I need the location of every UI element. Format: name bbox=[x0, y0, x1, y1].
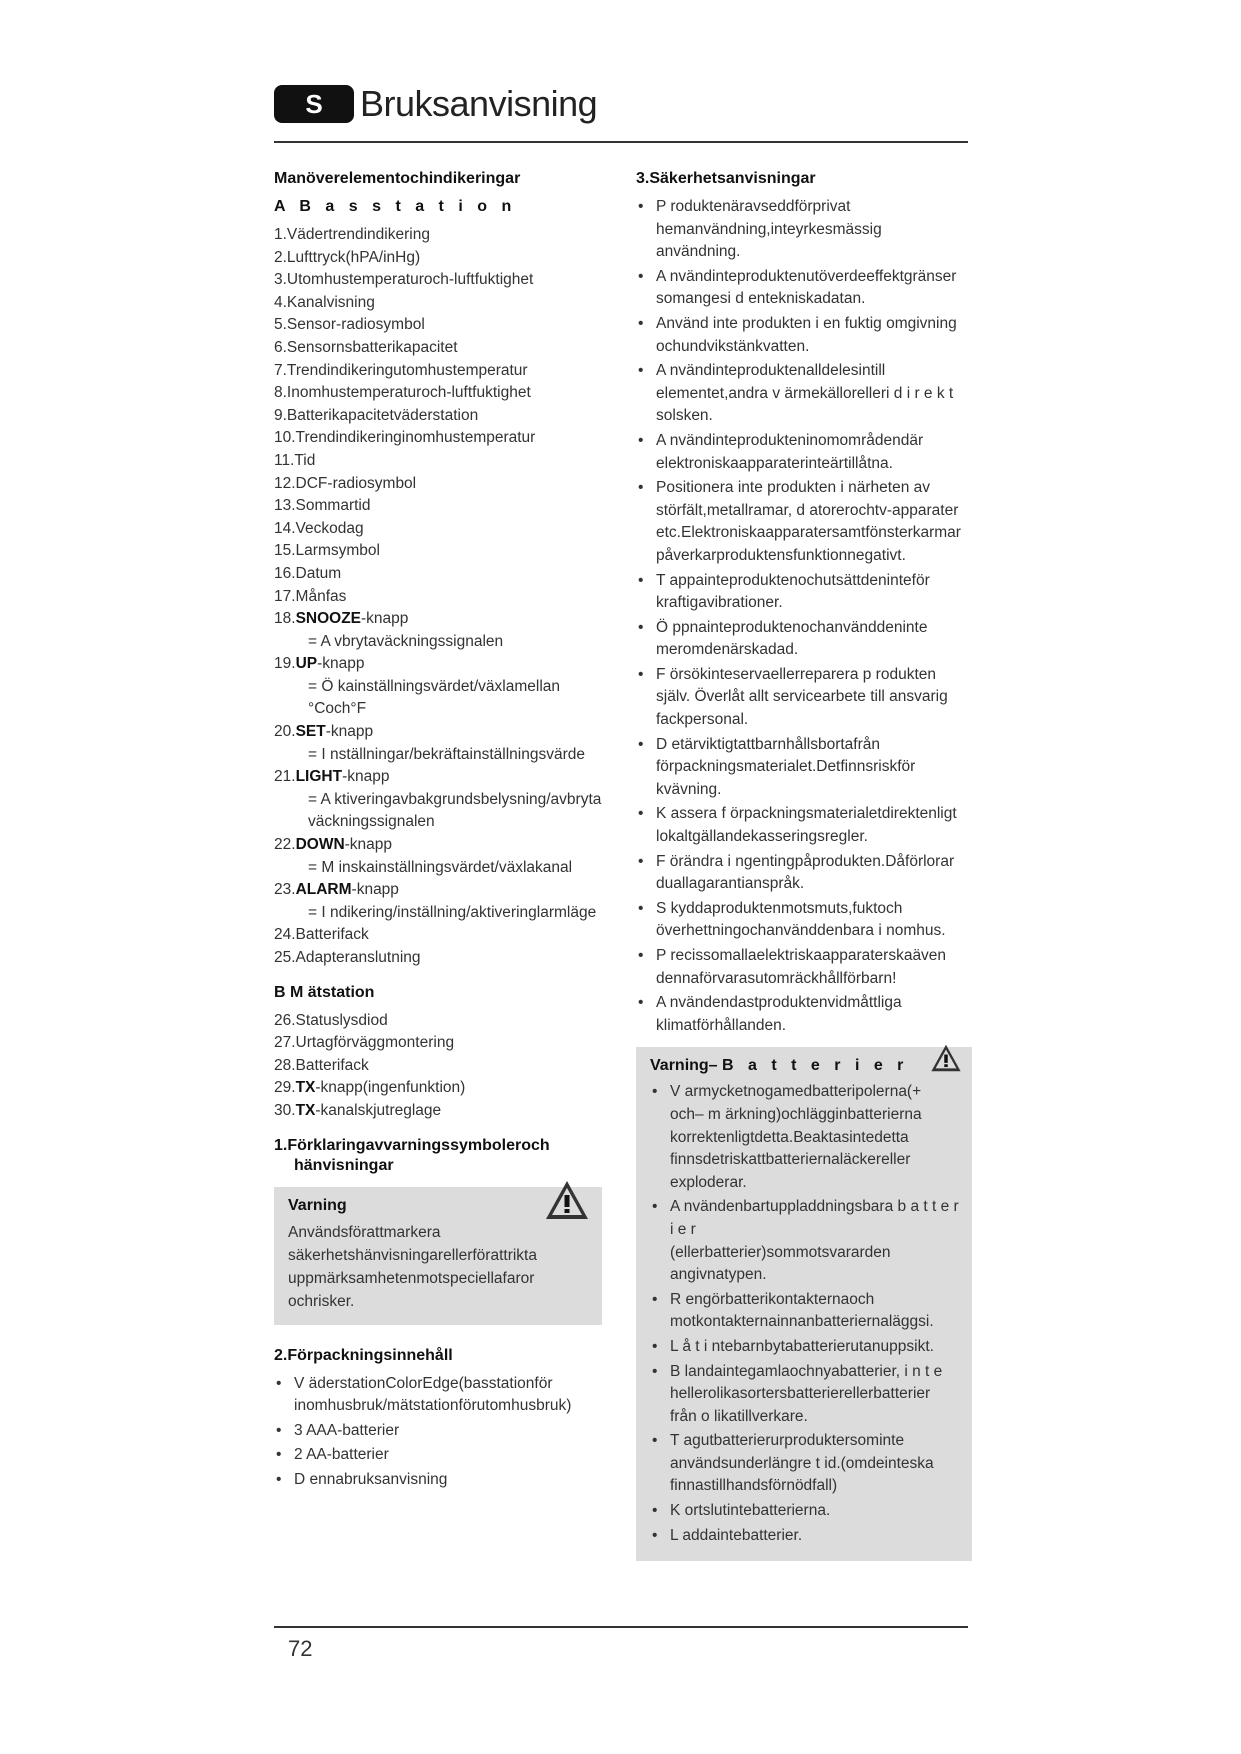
list-item bbox=[650, 1500, 960, 1523]
button-key-name: TX bbox=[295, 1101, 316, 1119]
warning-line: säkerhetshänvisningarellerförattrikta bbox=[288, 1246, 537, 1264]
list-item: 5.Sensor-radiosymbol bbox=[274, 316, 425, 334]
list-item bbox=[274, 1469, 614, 1492]
list-item-line: användning. bbox=[656, 243, 741, 261]
list-item: 13.Sommartid bbox=[274, 497, 371, 515]
list-item-line: användsunderlängre t id.(omdeinteska bbox=[670, 1454, 934, 1472]
button-key-name: UP bbox=[295, 655, 318, 673]
button-description: = I nställningar/bekräftainställningsvärde bbox=[308, 745, 586, 763]
list-item-line: elementet,andra v ärmekällorelleri d i r e k t bbox=[656, 384, 954, 402]
bottom-divider bbox=[274, 1626, 968, 1628]
item-number: 23. bbox=[274, 881, 296, 899]
list-item-line: dennaförvarasutomräckhållförbarn! bbox=[656, 969, 897, 987]
button-key-name: TX bbox=[295, 1079, 316, 1097]
list-item: 11.Tid bbox=[274, 451, 316, 469]
item-suffix: -knapp bbox=[361, 610, 409, 628]
page-title: Bruksanvisning bbox=[360, 83, 598, 124]
button-entry bbox=[274, 834, 614, 857]
list-item-line: • D etärviktigtattbarnhållsbortafrån bbox=[656, 735, 881, 753]
button-description: = A vbrytaväckningssignalen bbox=[308, 632, 504, 650]
item-suffix: -knapp bbox=[351, 881, 399, 899]
list-item bbox=[274, 1420, 614, 1443]
warning-box-title: Varning bbox=[288, 1196, 347, 1214]
list-item: 15.Larmsymbol bbox=[274, 542, 380, 560]
list-item-line: • V armycketnogamedbatteripolerna(+ bbox=[670, 1083, 922, 1101]
left-column bbox=[274, 170, 614, 1494]
list-item-line: hemanvändning,inteyrkesmässig bbox=[656, 220, 882, 238]
sensor-list bbox=[274, 1010, 614, 1123]
list-item-line: duallagarantianspråk. bbox=[656, 875, 805, 893]
list-item bbox=[636, 945, 968, 990]
list-item-line: finnastillhandsförnödfall) bbox=[670, 1477, 838, 1495]
list-item: 12.DCF-radiosymbol bbox=[274, 474, 417, 492]
button-key-name: SNOOZE bbox=[295, 610, 362, 628]
list-item: 16.Datum bbox=[274, 564, 342, 582]
item-suffix: -knapp bbox=[317, 655, 365, 673]
button-description: = Ö kainställningsvärdet/växlamellan bbox=[308, 677, 561, 695]
list-item-line: • A nvändenbartuppladdningsbara b a t t e r i e r bbox=[670, 1198, 959, 1238]
section3-heading: 3.Säkerhetsanvisningar bbox=[636, 170, 816, 187]
section1-heading-cont: hänvisningar bbox=[294, 1156, 394, 1174]
list-item-line: somangesi d entekniskadatan. bbox=[656, 290, 866, 308]
list-item: 10.Trendindikeringinomhustemperatur bbox=[274, 429, 536, 447]
list-item-line: (ellerbatterier)sommotsvararden bbox=[670, 1243, 891, 1261]
list-item bbox=[636, 734, 968, 802]
list-item: 7.Trendindikeringutomhustemperatur bbox=[274, 361, 528, 379]
list-item bbox=[650, 1081, 960, 1194]
page-number: 72 bbox=[288, 1636, 313, 1661]
list-item-line: • T agutbatterierurproduktersominte bbox=[670, 1432, 905, 1450]
list-item-line: • Positionera inte produkten i närheten av bbox=[656, 479, 931, 497]
list-item-line: • D ennabruksanvisning bbox=[294, 1470, 448, 1488]
warning-line: ochrisker. bbox=[288, 1292, 355, 1310]
button-key-name: LIGHT bbox=[295, 768, 343, 786]
list-item-line: överhettningochanvänddenbara i nomhus. bbox=[656, 922, 946, 940]
list-item-line: • L å t i ntebarnbytabatterierutanuppsikt. bbox=[670, 1337, 934, 1355]
list-item bbox=[650, 1289, 960, 1334]
button-description: = A ktiveringavbakgrundsbelysning/avbryta bbox=[308, 790, 602, 808]
warning-box bbox=[274, 1187, 602, 1325]
list-item-line: fackpersonal. bbox=[656, 711, 749, 729]
list-item-line: • 2 AA-batterier bbox=[294, 1446, 389, 1464]
button-entry bbox=[274, 721, 614, 744]
list-item-line: • S kyddaproduktenmotsmuts,fuktoch bbox=[656, 899, 903, 917]
list-item: 8.Inomhustemperaturoch-luftfuktighet bbox=[274, 384, 531, 402]
list-item-line: korrektenligtdetta.Beaktasintedetta bbox=[670, 1128, 909, 1146]
list-item bbox=[650, 1196, 960, 1286]
list-item-line: elektroniskaapparaterinteärtillåtna. bbox=[656, 454, 893, 472]
list-item bbox=[650, 1336, 960, 1359]
item-suffix: -knapp bbox=[325, 723, 374, 741]
battery-warning-box bbox=[636, 1047, 972, 1561]
list-item-line: • B landaintegamlaochnyabatterier, i n t e bbox=[670, 1362, 943, 1380]
list-item bbox=[636, 196, 968, 264]
item-number: 20. bbox=[274, 723, 296, 741]
list-item-line: • A nvändinteprodukteninomområdendär bbox=[656, 431, 924, 449]
list-item: 24.Batterifack bbox=[274, 926, 369, 944]
list-item bbox=[274, 1077, 614, 1100]
battery-warning-title-a: Varning– bbox=[650, 1057, 723, 1075]
button-description: = I ndikering/inställning/aktiveringlarmläge bbox=[308, 903, 597, 921]
list-item bbox=[636, 664, 968, 732]
list-item bbox=[274, 1444, 614, 1467]
item-number: 30. bbox=[274, 1101, 296, 1119]
list-item-line: störfält,metallramar, d atorerochtv-apparater bbox=[656, 501, 959, 519]
button-description: °Coch°F bbox=[308, 700, 367, 718]
list-item: 17.Månfas bbox=[274, 587, 347, 605]
battery-warning-list bbox=[650, 1081, 960, 1547]
top-divider bbox=[274, 141, 968, 143]
list-item-line: • A nvändinteproduktenalldelesintill bbox=[656, 362, 886, 380]
list-item: 25.Adapteranslutning bbox=[274, 949, 421, 966]
list-item-line: från o likatillverkare. bbox=[670, 1407, 808, 1425]
list-item-line: • Använd inte produkten i en fuktig omgivning bbox=[656, 314, 957, 332]
list-item-line: angivnatypen. bbox=[670, 1266, 767, 1284]
list-item-line: lokaltgällandekasseringsregler. bbox=[656, 828, 868, 846]
list-item-line: • K ortslutintebatterierna. bbox=[670, 1502, 831, 1520]
button-key-name: SET bbox=[295, 723, 326, 741]
battery-warning-title bbox=[650, 1057, 960, 1075]
language-badge: S bbox=[274, 85, 354, 123]
list-item bbox=[636, 266, 968, 311]
list-item bbox=[636, 477, 968, 567]
list-item-line: ochundvikstänkvatten. bbox=[656, 337, 810, 355]
item-suffix: -knapp(ingenfunktion) bbox=[315, 1079, 466, 1097]
list-item-line: • P roduktenäravseddförprivat bbox=[656, 198, 851, 215]
item-suffix: -knapp bbox=[342, 768, 390, 786]
button-description: = M inskainställningsvärdet/växlakanal bbox=[308, 858, 573, 876]
list-item bbox=[274, 1100, 614, 1123]
warning-line: Användsförattmarkera bbox=[288, 1223, 441, 1241]
list-item-line: • P recissomallaelektriskaapparaterskaäven bbox=[656, 947, 947, 964]
list-item: 27.Urtagförväggmontering bbox=[274, 1034, 455, 1052]
list-item: 1.Vädertrendindikering bbox=[274, 226, 430, 243]
list-item: 26.Statuslysdiod bbox=[274, 1011, 388, 1029]
list-item-line: • F örändra i ngentingpåprodukten.Dåförlorar bbox=[656, 852, 955, 870]
list-item: 14.Veckodag bbox=[274, 519, 364, 537]
battery-warning-title-b: B a t t e r i e r bbox=[722, 1057, 909, 1075]
button-entry bbox=[274, 608, 614, 631]
list-item-line: inomhusbruk/mätstationförutomhusbruk) bbox=[294, 1397, 572, 1415]
list-item-line: motkontakternainnanbatteriernaläggsi. bbox=[670, 1313, 934, 1331]
controls-heading: Manöverelementochindikeringar bbox=[274, 170, 521, 187]
list-item bbox=[650, 1430, 960, 1498]
list-item: 2.Lufttryck(hPA/inHg) bbox=[274, 248, 421, 266]
button-key-name: ALARM bbox=[295, 881, 352, 899]
list-item-line: solsken. bbox=[656, 407, 713, 425]
warning-triangle-icon bbox=[544, 1179, 590, 1221]
list-item: 6.Sensornsbatterikapacitet bbox=[274, 338, 458, 356]
sensor-heading: B M ätstation bbox=[274, 983, 375, 1001]
list-item-line: kvävning. bbox=[656, 780, 722, 798]
list-item bbox=[636, 313, 968, 358]
list-item-line: • T appainteproduktenochutsättdeninteför bbox=[656, 571, 930, 589]
list-item-line: själv. Överlåt allt servicearbete till ansvarig bbox=[656, 688, 948, 706]
list-item-line: hellerolikasortersbatterierellerbatterier bbox=[670, 1385, 931, 1403]
list-item: 3.Utomhustemperaturoch-luftfuktighet bbox=[274, 271, 534, 289]
base-station-list bbox=[274, 224, 614, 608]
warning-line: uppmärksamhetenmotspeciellafaror bbox=[288, 1269, 535, 1287]
item-suffix: -knapp bbox=[344, 836, 393, 854]
list-item-line: klimatförhållanden. bbox=[656, 1016, 787, 1034]
list-item-line: • L addaintebatterier. bbox=[670, 1526, 803, 1544]
list-item-line: • K assera f örpackningsmaterialetdirektenligt bbox=[656, 805, 957, 823]
button-entry bbox=[274, 653, 614, 676]
base-station-list-tail bbox=[274, 924, 614, 969]
list-item bbox=[636, 617, 968, 662]
item-suffix: -kanalskjutreglage bbox=[315, 1101, 442, 1119]
list-item-line: • 3 AAA-batterier bbox=[294, 1421, 400, 1439]
warning-triangle-icon bbox=[930, 1043, 962, 1073]
list-item bbox=[636, 570, 968, 615]
item-number: 29. bbox=[274, 1079, 296, 1097]
button-description: väckningssignalen bbox=[308, 813, 435, 831]
list-item bbox=[650, 1525, 960, 1548]
section1-heading: 1.Förklaringavvarningssymboleroch bbox=[274, 1136, 550, 1154]
list-item-line: • A nvändendastproduktenvidmåttliga bbox=[656, 994, 902, 1012]
list-item bbox=[636, 430, 968, 475]
item-number: 21. bbox=[274, 768, 296, 786]
list-item-line: finnsdetriskattbatteriernaläckereller bbox=[670, 1151, 911, 1169]
item-number: 22. bbox=[274, 836, 296, 854]
list-item-line: påverkarproduktensfunktionnegativt. bbox=[656, 546, 906, 564]
list-item bbox=[636, 992, 968, 1037]
warning-box-text bbox=[288, 1221, 590, 1313]
item-number: 19. bbox=[274, 655, 296, 673]
list-item-line: • F örsökinteservaellerreparera p rodukten bbox=[656, 665, 936, 683]
list-item bbox=[274, 1373, 614, 1418]
base-station-heading: A B a s s t a t i o n bbox=[274, 198, 517, 215]
list-item: 28.Batterifack bbox=[274, 1056, 369, 1074]
list-item bbox=[636, 360, 968, 428]
list-item bbox=[636, 898, 968, 943]
item-number: 18. bbox=[274, 610, 296, 628]
list-item-line: • Ö ppnainteproduktenochanvänddeninte bbox=[656, 618, 928, 636]
list-item-line: meromdenärskadad. bbox=[656, 641, 799, 659]
safety-list bbox=[636, 196, 968, 1037]
button-list bbox=[274, 608, 614, 924]
list-item bbox=[636, 851, 968, 896]
list-item-line: • A nvändinteproduktenutöverdeeffektgränser bbox=[656, 267, 957, 285]
page-header bbox=[274, 80, 597, 128]
list-item-line: kraftigavibrationer. bbox=[656, 594, 783, 612]
list-item-line: exploderar. bbox=[670, 1173, 747, 1191]
package-contents-list bbox=[274, 1373, 614, 1492]
right-column bbox=[636, 170, 968, 1561]
list-item-line: och– m ärkning)ochlägginbatterierna bbox=[670, 1105, 922, 1123]
list-item-line: • R engörbatterikontakternaoch bbox=[670, 1290, 875, 1308]
list-item bbox=[650, 1361, 960, 1429]
list-item bbox=[636, 803, 968, 848]
list-item-line: • V äderstationColorEdge(basstationför bbox=[294, 1374, 553, 1392]
button-entry bbox=[274, 766, 614, 789]
list-item-line: förpackningsmaterialet.Detfinnsriskför bbox=[656, 758, 916, 776]
list-item-line: etc.Elektroniskaapparatersamtfönsterkarmar bbox=[656, 524, 961, 542]
section2-heading: 2.Förpackningsinnehåll bbox=[274, 1346, 453, 1364]
button-entry bbox=[274, 879, 614, 902]
list-item: 4.Kanalvisning bbox=[274, 293, 375, 311]
button-key-name: DOWN bbox=[295, 836, 345, 854]
list-item: 9.Batterikapacitetväderstation bbox=[274, 406, 479, 424]
